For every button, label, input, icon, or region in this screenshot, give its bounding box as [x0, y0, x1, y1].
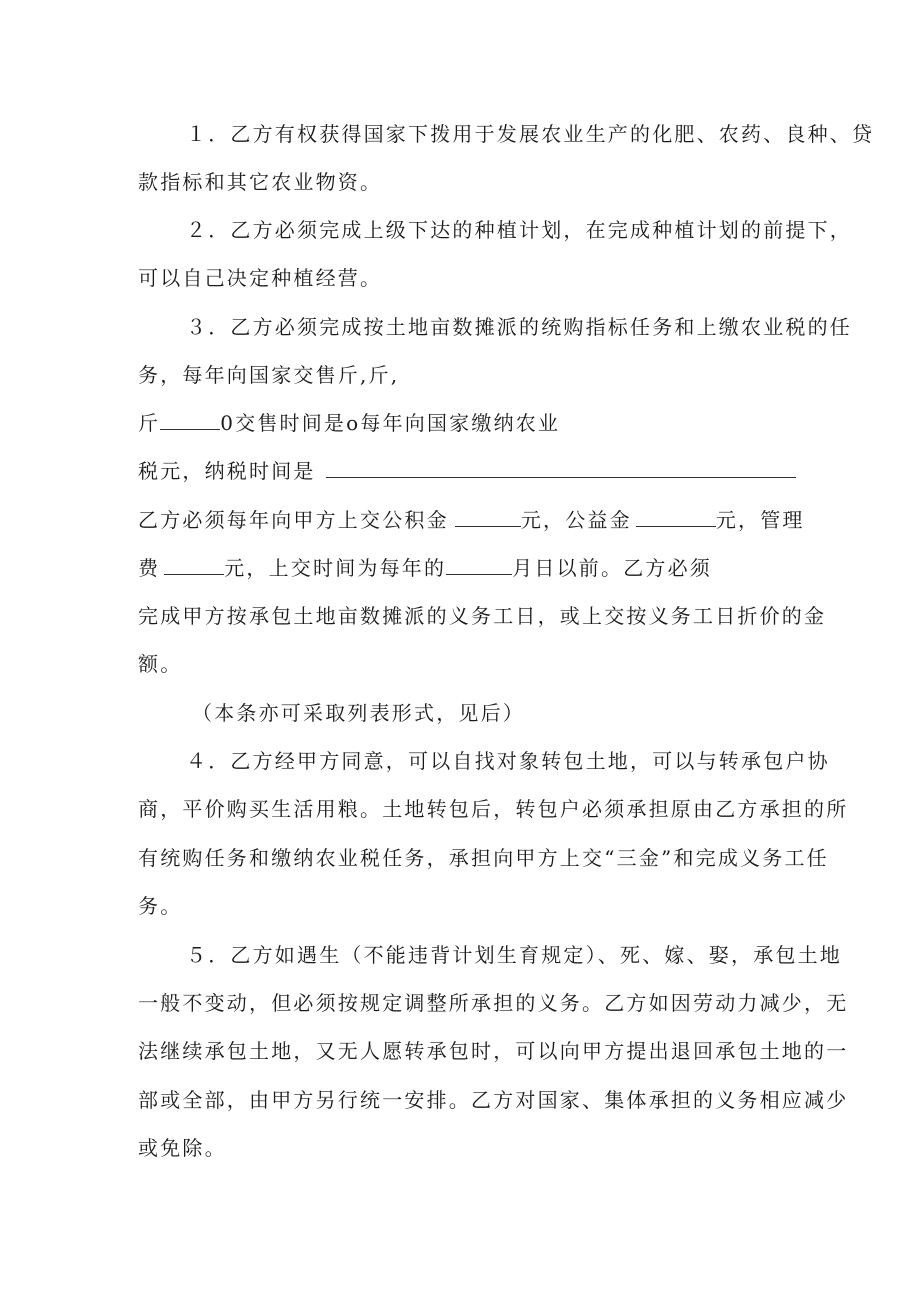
fill-in-blank [455, 508, 521, 527]
fill-in-blank [164, 556, 224, 575]
clause-1-line-1: １．乙方有权获得国家下拨用于发展农业生产的化肥、农药、良种、贷 [186, 122, 875, 146]
clause-3-line-1: ３．乙方必须完成按土地亩数摊派的统购指标任务和上缴农业税的任 [186, 315, 852, 339]
clause-5-line-2: 一般不变动，但必须按规定调整所承担的义务。乙方如因劳动力减少，无 [138, 991, 849, 1015]
clause-3-line-4 [138, 459, 796, 483]
fill-in-blank [636, 508, 716, 527]
clause-3-line-8: 额。 [138, 652, 183, 676]
fill-in-blank [326, 459, 796, 478]
clause-4-line-3: 有统购任务和缴纳农业税任务，承担向甲方上交“三金”和完成义务工任 [138, 846, 829, 870]
text-segment: 费 [138, 556, 161, 580]
clause-5-line-1: ５．乙方如遇生（不能违背计划生育规定）、死、嫁、娶，承包土地 [186, 943, 842, 967]
text-segment: 税元，纳税时间是 [138, 459, 316, 483]
clause-2-line-2: 可以自己决定种植经营。 [138, 266, 383, 290]
text-segment: 斤 [138, 411, 161, 435]
clause-4-line-2: 商，平价购买生活用粮。土地转包后，转包户必须承担原由乙方承担的所 [138, 797, 849, 821]
clause-5-line-3: 法继续承包土地，又无人愿转承包时，可以向甲方提出退回承包土地的一 [138, 1039, 849, 1063]
clause-3-line-5 [138, 508, 805, 532]
text-segment: 元，上交时间为每年的 [224, 556, 447, 580]
clause-4-line-1: ４．乙方经甲方同意，可以自找对象转包土地，可以与转承包户协 [186, 749, 830, 773]
fill-in-blank [160, 411, 220, 430]
clause-2-line-1: ２．乙方必须完成上级下达的种植计划，在完成种植计划的前提下， [186, 218, 852, 242]
clause-4-line-4: 务。 [138, 894, 183, 918]
fill-in-blank [446, 556, 512, 575]
clause-3-note: （本条亦可采取列表形式，见后） [192, 701, 525, 725]
clause-3-line-2: 务，每年向国家交售斤,斤, [138, 363, 400, 387]
clause-5-line-5: 或免除。 [138, 1136, 227, 1160]
text-segment: 元，管理 [715, 508, 805, 532]
clause-1-line-2: 款指标和其它农业物资。 [138, 170, 383, 194]
text-segment: 月日以前。乙方必须 [512, 556, 713, 580]
text-segment: 乙方必须每年向甲方上交公积金 [138, 508, 449, 532]
clause-3-line-7: 完成甲方按承包土地亩数摊派的义务工日，或上交按义务工日折价的金 [138, 604, 827, 628]
clause-3-line-3 [138, 411, 560, 435]
text-segment: 元，公益金 [520, 508, 632, 532]
text-segment: 0交售时间是o每年向国家缴纳农业 [220, 411, 561, 435]
clause-3-line-6 [138, 556, 712, 580]
clause-5-line-4: 部或全部，由甲方另行统一安排。乙方对国家、集体承担的义务相应减少 [138, 1088, 849, 1112]
